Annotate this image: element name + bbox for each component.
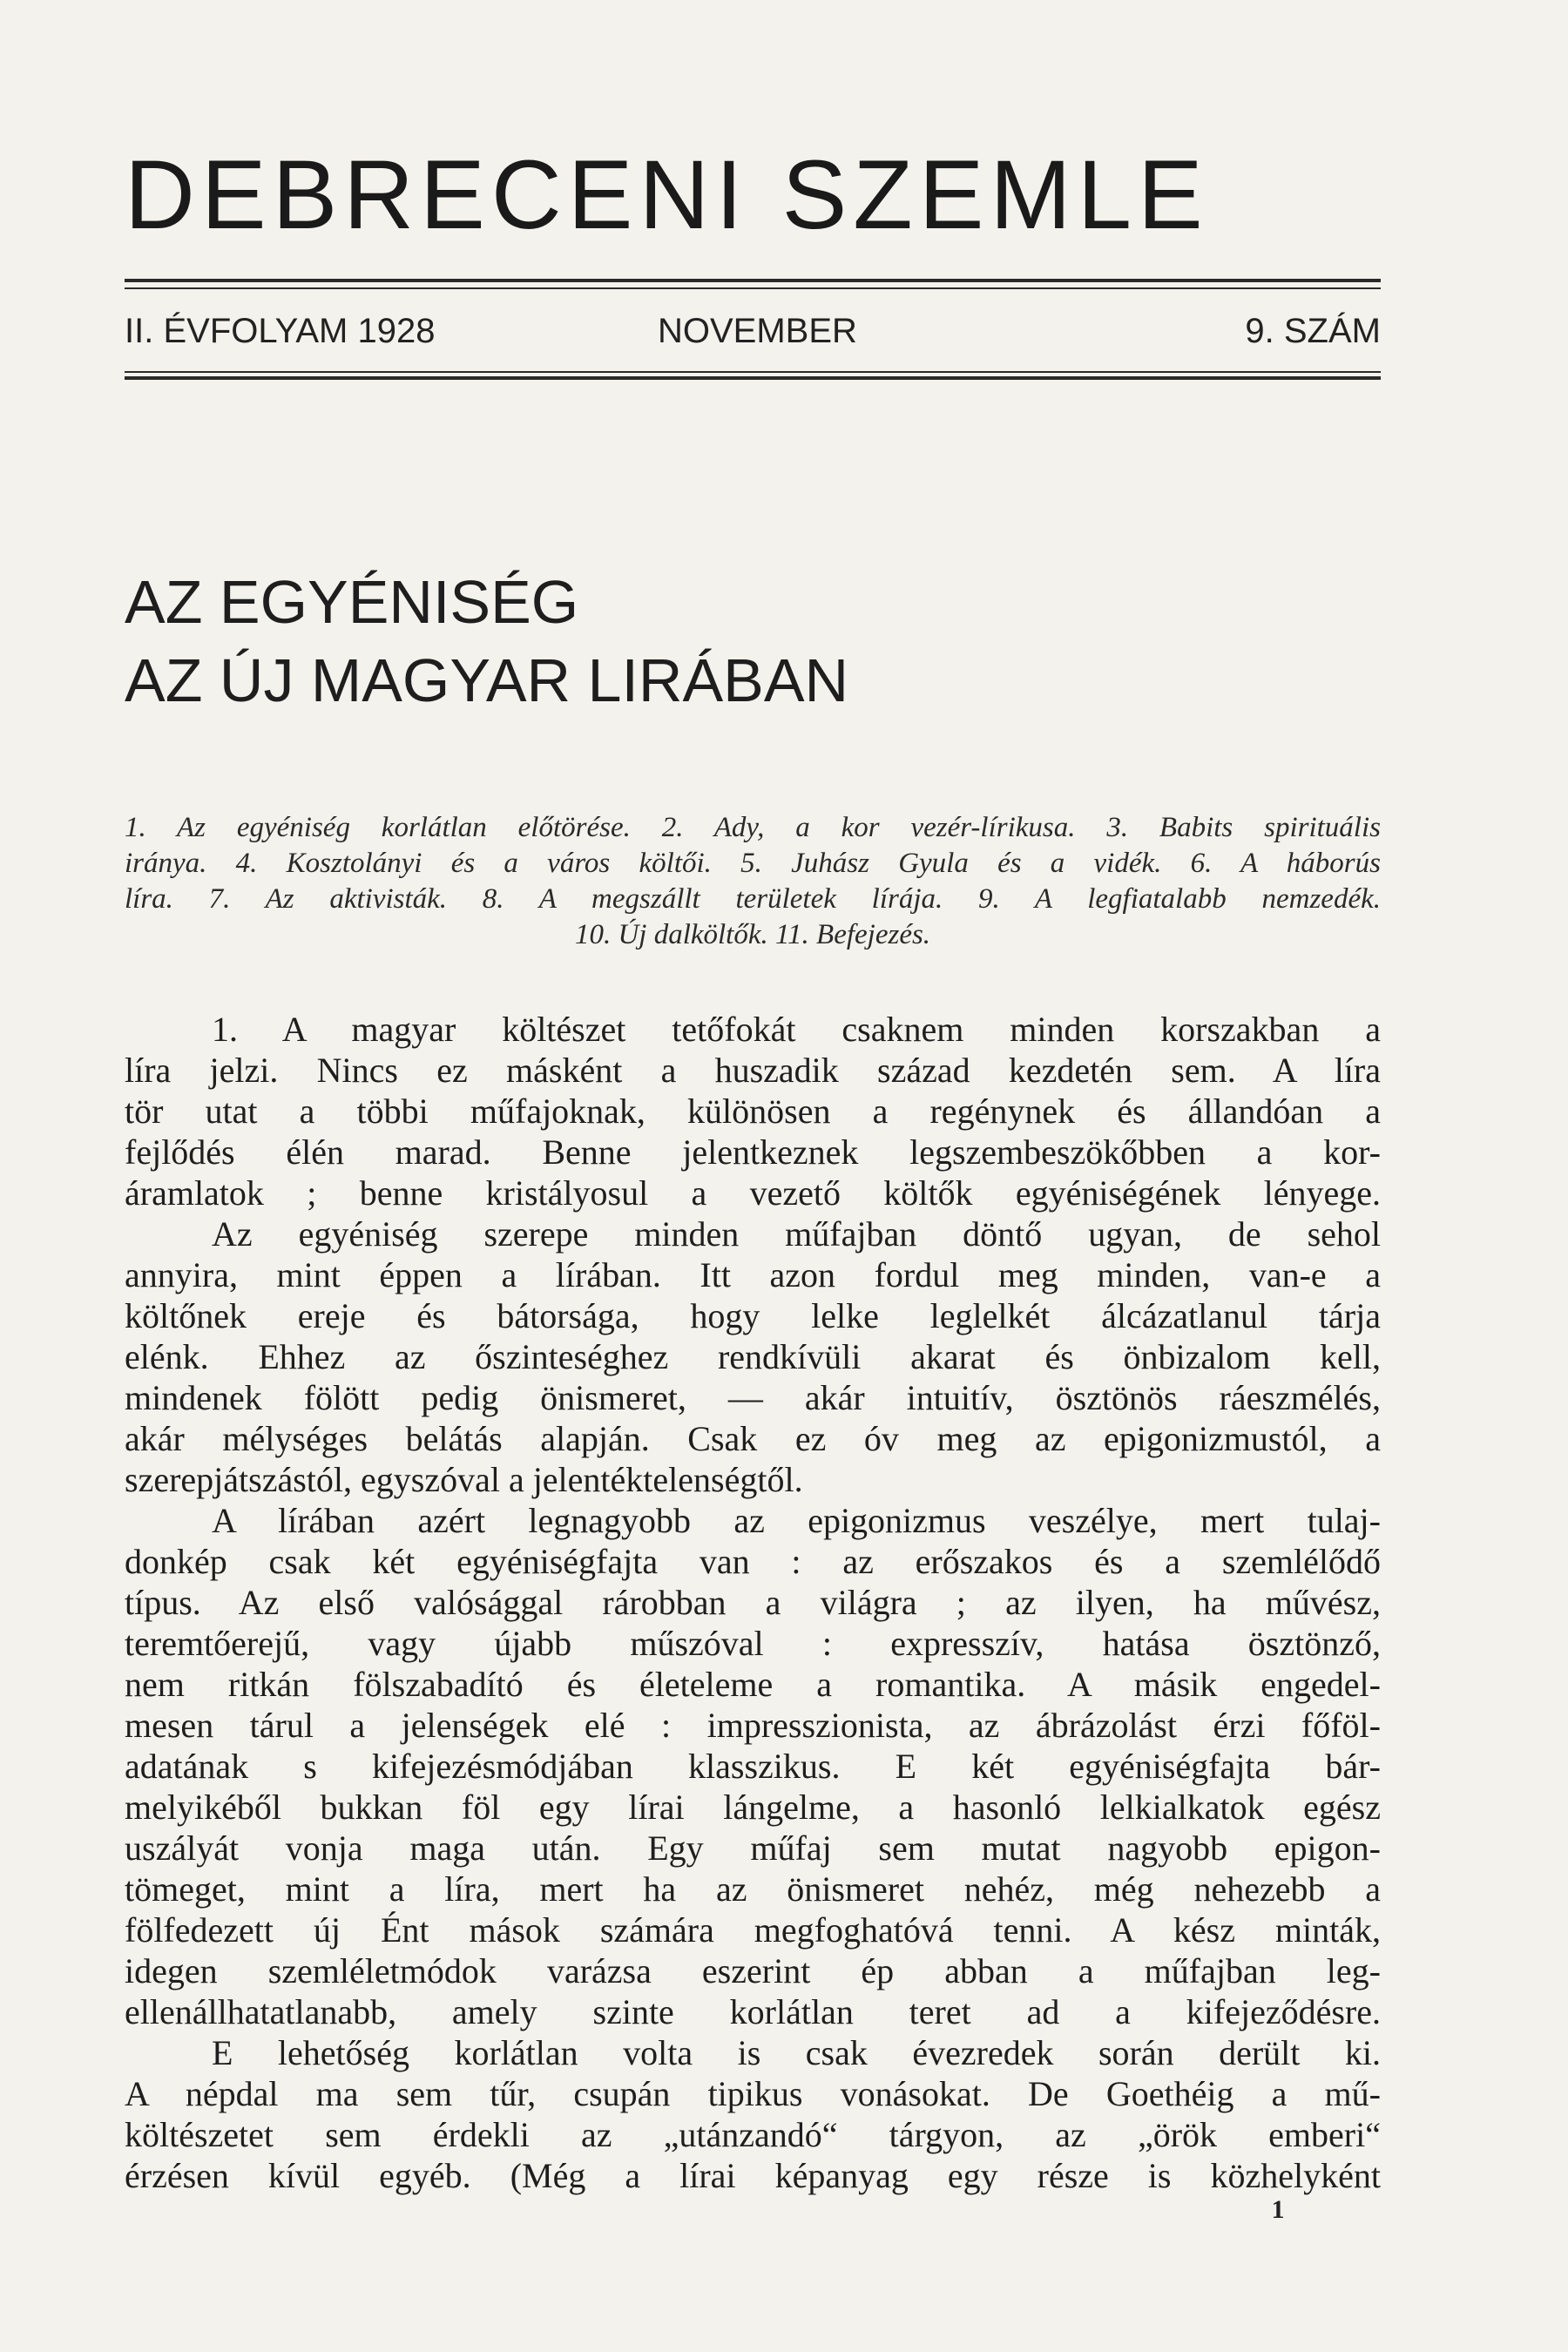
body-line: elénk. Ehhez az őszinteséghez rendkívüli akarat és önbizalom kell, bbox=[125, 1337, 1381, 1376]
toc-line: líra. 7. Az aktivisták. 8. A megszállt területek lírája. 9. A legfiatalabb nemzedék. bbox=[125, 883, 1381, 915]
body-line: A népdal ma sem tűr, csupán tipikus vonásokat. De Goethéig a mű- bbox=[125, 2074, 1381, 2113]
body-line: líra jelzi. Nincs ez másként a huszadik század kezdetén sem. A líra bbox=[125, 1051, 1381, 1090]
body-line: E lehetőség korlátlan volta is csak évezredek során derült ki. bbox=[212, 2033, 1381, 2072]
issue-month: NOVEMBER bbox=[658, 312, 857, 350]
body-line: idegen szemléletmódok varázsa eszerint ép abban a műfajban leg- bbox=[125, 1951, 1381, 1990]
body-line: tör utat a többi műfajoknak, különösen a regénynek és állandóan a bbox=[125, 1092, 1381, 1131]
body-line: annyira, mint éppen a lírában. Itt azon fordul meg minden, van-e a bbox=[125, 1255, 1381, 1294]
body-line: uszályát vonja maga után. Egy műfaj sem mutat nagyobb epigon- bbox=[125, 1828, 1381, 1868]
masthead-rule-bottom-thin bbox=[125, 371, 1381, 373]
body-line: költészetet sem érdekli az „utánzandó“ tárgyon, az „örök emberi“ bbox=[125, 2115, 1381, 2154]
body-line: donkép csak két egyéniségfajta van : az erőszakos és a szemlélődő bbox=[125, 1542, 1381, 1581]
article-title bbox=[125, 563, 848, 720]
body-line: tömeget, mint a líra, mert ha az önismeret nehéz, még nehezebb a bbox=[125, 1869, 1381, 1909]
body-line: A lírában azért legnagyobb az epigonizmus veszélye, mert tulaj- bbox=[212, 1501, 1381, 1540]
body-line: adatának s kifejezésmódjában klasszikus. E két egyéniségfajta bár- bbox=[125, 1747, 1381, 1786]
body-line: ellenállhatatlanabb, amely szinte korlátlan teret ad a kifejeződésre. bbox=[125, 1992, 1381, 2031]
body-line: mindenek fölött pedig önismeret, — akár intuitív, ösztönös ráeszmélés, bbox=[125, 1378, 1381, 1417]
body-line: nem ritkán fölszabadító és életeleme a romantika. A másik engedel- bbox=[125, 1665, 1381, 1704]
volume-year: II. ÉVFOLYAM 1928 bbox=[125, 312, 436, 350]
issue-number: 9. SZÁM bbox=[1245, 312, 1381, 350]
toc-line: 1. Az egyéniség korlátlan előtörése. 2. Ady, a kor vezér-lírikusa. 3. Babits spirituális bbox=[125, 812, 1381, 843]
masthead-rule-top-thick bbox=[125, 279, 1381, 282]
body-line: szerepjátszástól, egyszóval a jelentéktelenségtől. bbox=[125, 1460, 803, 1499]
body-line: 1. A magyar költészet tetőfokát csaknem minden korszakban a bbox=[212, 1010, 1381, 1049]
page-number: 1 bbox=[1271, 2195, 1285, 2224]
article-body bbox=[125, 1009, 1381, 2196]
body-line: melyikéből bukkan föl egy lírai lángelme, a hasonló lelkialkatok egész bbox=[125, 1788, 1381, 1827]
body-line: mesen tárul a jelenségek elé : impresszionista, az ábrázolást érzi főföl- bbox=[125, 1706, 1381, 1745]
body-line: költőnek ereje és bátorsága, hogy lelke leglelkét álcázatlanul tárja bbox=[125, 1296, 1381, 1335]
article-title-line-1: AZ EGYÉNISÉG bbox=[125, 568, 579, 636]
masthead-rule-top-thin bbox=[125, 287, 1381, 289]
body-line: fejlődés élén marad. Benne jelentkeznek legszembeszökőbben a kor- bbox=[125, 1132, 1381, 1172]
body-line: akár mélységes belátás alapján. Csak ez óv meg az epigonizmustól, a bbox=[125, 1419, 1381, 1458]
toc-line: iránya. 4. Kosztolányi és a város költői. 5. Juhász Gyula és a vidék. 6. A háborús bbox=[125, 848, 1381, 879]
body-line: fölfedezett új Ént mások számára megfoghatóvá tenni. A kész minták, bbox=[125, 1910, 1381, 1950]
issue-info bbox=[125, 305, 1381, 357]
body-line: áramlatok ; benne kristályosul a vezető költők egyéniségének lényege. bbox=[125, 1173, 1381, 1213]
masthead-rule-bottom-thick bbox=[125, 376, 1381, 380]
masthead-title: DEBRECENI SZEMLE bbox=[125, 140, 1209, 249]
article-title-line-2: AZ ÚJ MAGYAR LIRÁBAN bbox=[125, 646, 849, 714]
body-line: típus. Az első valósággal rárobban a világra ; az ilyen, ha művész, bbox=[125, 1583, 1381, 1622]
body-line: Az egyéniség szerepe minden műfajban döntő ugyan, de sehol bbox=[212, 1214, 1381, 1254]
table-of-contents bbox=[125, 810, 1381, 953]
body-line: teremtőerejű, vagy újabb műszóval : expresszív, hatása ösztönző, bbox=[125, 1624, 1381, 1663]
toc-line: 10. Új dalköltők. 11. Befejezés. bbox=[574, 919, 931, 950]
body-line: érzésen kívül egyéb. (Még a lírai képanyag egy része is közhelyként bbox=[125, 2156, 1381, 2195]
